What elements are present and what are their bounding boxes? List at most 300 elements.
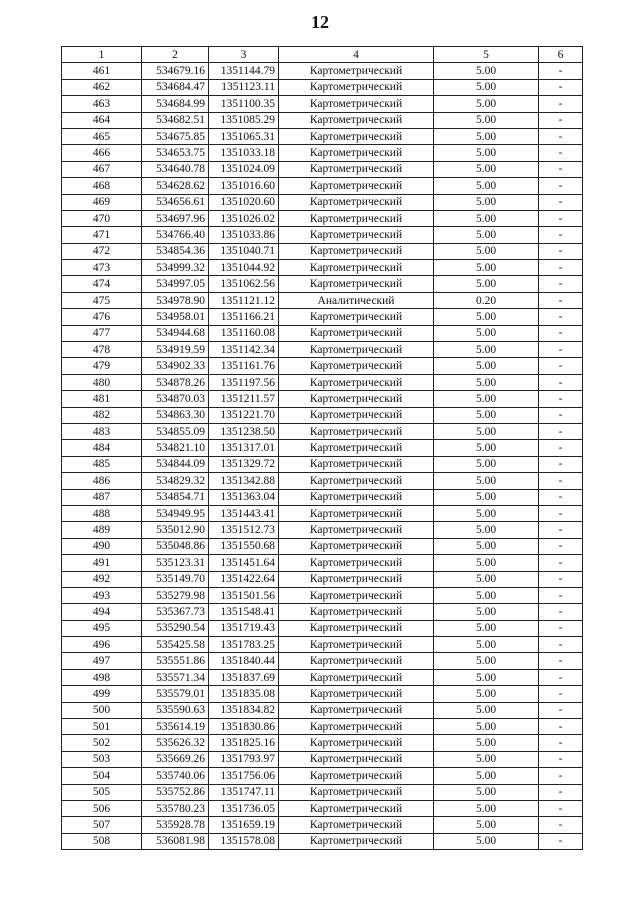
accuracy-cell: 5.00	[434, 800, 539, 816]
y-coordinate-cell: 1351123.11	[209, 79, 279, 95]
point-number-cell: 500	[62, 702, 142, 718]
accuracy-cell: 5.00	[434, 63, 539, 79]
method-cell: Картометрический	[279, 128, 434, 144]
x-coordinate-cell: 535367.73	[142, 604, 209, 620]
point-number-cell: 467	[62, 161, 142, 177]
point-number-cell: 489	[62, 522, 142, 538]
method-cell: Картометрический	[279, 817, 434, 833]
point-number-cell: 497	[62, 653, 142, 669]
note-cell: -	[539, 637, 583, 653]
y-coordinate-cell: 1351363.04	[209, 489, 279, 505]
accuracy-cell: 5.00	[434, 276, 539, 292]
point-number-cell: 495	[62, 620, 142, 636]
note-cell: -	[539, 555, 583, 571]
x-coordinate-cell: 535752.86	[142, 784, 209, 800]
accuracy-cell: 5.00	[434, 784, 539, 800]
note-cell: -	[539, 63, 583, 79]
note-cell: -	[539, 719, 583, 735]
table-row	[62, 79, 583, 95]
y-coordinate-cell: 1351793.97	[209, 751, 279, 767]
table-row	[62, 669, 583, 685]
point-number-cell: 468	[62, 178, 142, 194]
note-cell: -	[539, 210, 583, 226]
accuracy-cell: 5.00	[434, 538, 539, 554]
note-cell: -	[539, 96, 583, 112]
point-number-cell: 475	[62, 292, 142, 308]
y-coordinate-cell: 1351443.41	[209, 505, 279, 521]
method-cell: Картометрический	[279, 473, 434, 489]
y-coordinate-cell: 1351085.29	[209, 112, 279, 128]
note-cell: -	[539, 538, 583, 554]
coordinates-table	[61, 46, 583, 850]
point-number-cell: 469	[62, 194, 142, 210]
method-cell: Картометрический	[279, 227, 434, 243]
table-row	[62, 96, 583, 112]
x-coordinate-cell: 535590.63	[142, 702, 209, 718]
table-row	[62, 276, 583, 292]
point-number-cell: 505	[62, 784, 142, 800]
table-row	[62, 751, 583, 767]
x-coordinate-cell: 534944.68	[142, 325, 209, 341]
point-number-cell: 487	[62, 489, 142, 505]
y-coordinate-cell: 1351342.88	[209, 473, 279, 489]
x-coordinate-cell: 534919.59	[142, 342, 209, 358]
x-coordinate-cell: 535048.86	[142, 538, 209, 554]
note-cell: -	[539, 751, 583, 767]
point-number-cell: 499	[62, 686, 142, 702]
table-row	[62, 440, 583, 456]
method-cell: Картометрический	[279, 145, 434, 161]
method-cell: Картометрический	[279, 768, 434, 784]
method-cell: Картометрический	[279, 571, 434, 587]
table-row	[62, 538, 583, 554]
note-cell: -	[539, 489, 583, 505]
x-coordinate-cell: 535780.23	[142, 800, 209, 816]
accuracy-cell: 5.00	[434, 194, 539, 210]
table-row	[62, 407, 583, 423]
y-coordinate-cell: 1351142.34	[209, 342, 279, 358]
accuracy-cell: 5.00	[434, 325, 539, 341]
table-row	[62, 145, 583, 161]
note-cell: -	[539, 686, 583, 702]
method-cell: Картометрический	[279, 833, 434, 849]
table-row	[62, 489, 583, 505]
note-cell: -	[539, 243, 583, 259]
note-cell: -	[539, 473, 583, 489]
method-cell: Картометрический	[279, 637, 434, 653]
accuracy-cell: 5.00	[434, 440, 539, 456]
table-row	[62, 784, 583, 800]
accuracy-cell: 5.00	[434, 702, 539, 718]
note-cell: -	[539, 571, 583, 587]
accuracy-cell: 5.00	[434, 620, 539, 636]
x-coordinate-cell: 534766.40	[142, 227, 209, 243]
point-number-cell: 484	[62, 440, 142, 456]
point-number-cell: 507	[62, 817, 142, 833]
method-cell: Картометрический	[279, 686, 434, 702]
note-cell: -	[539, 456, 583, 472]
column-header: 2	[142, 47, 209, 63]
method-cell: Картометрический	[279, 456, 434, 472]
method-cell: Картометрический	[279, 342, 434, 358]
note-cell: -	[539, 292, 583, 308]
method-cell: Картометрический	[279, 391, 434, 407]
point-number-cell: 462	[62, 79, 142, 95]
table-row	[62, 374, 583, 390]
x-coordinate-cell: 535551.86	[142, 653, 209, 669]
y-coordinate-cell: 1351834.82	[209, 702, 279, 718]
x-coordinate-cell: 534997.05	[142, 276, 209, 292]
method-cell: Картометрический	[279, 440, 434, 456]
method-cell: Картометрический	[279, 489, 434, 505]
table-row	[62, 325, 583, 341]
x-coordinate-cell: 534949.95	[142, 505, 209, 521]
accuracy-cell: 5.00	[434, 637, 539, 653]
x-coordinate-cell: 534684.47	[142, 79, 209, 95]
x-coordinate-cell: 534653.75	[142, 145, 209, 161]
x-coordinate-cell: 534697.96	[142, 210, 209, 226]
accuracy-cell: 5.00	[434, 686, 539, 702]
table-row	[62, 686, 583, 702]
x-coordinate-cell: 534844.09	[142, 456, 209, 472]
y-coordinate-cell: 1351840.44	[209, 653, 279, 669]
x-coordinate-cell: 535012.90	[142, 522, 209, 538]
y-coordinate-cell: 1351719.43	[209, 620, 279, 636]
accuracy-cell: 5.00	[434, 571, 539, 587]
y-coordinate-cell: 1351825.16	[209, 735, 279, 751]
y-coordinate-cell: 1351747.11	[209, 784, 279, 800]
y-coordinate-cell: 1351329.72	[209, 456, 279, 472]
method-cell: Картометрический	[279, 702, 434, 718]
table-row	[62, 456, 583, 472]
table-row	[62, 604, 583, 620]
column-header: 3	[209, 47, 279, 63]
method-cell: Картометрический	[279, 751, 434, 767]
x-coordinate-cell: 535579.01	[142, 686, 209, 702]
y-coordinate-cell: 1351211.57	[209, 391, 279, 407]
y-coordinate-cell: 1351020.60	[209, 194, 279, 210]
point-number-cell: 476	[62, 309, 142, 325]
note-cell: -	[539, 587, 583, 603]
table-row	[62, 833, 583, 849]
x-coordinate-cell: 534854.71	[142, 489, 209, 505]
table-row	[62, 210, 583, 226]
table-row	[62, 719, 583, 735]
note-cell: -	[539, 227, 583, 243]
point-number-cell: 477	[62, 325, 142, 341]
table-row	[62, 292, 583, 308]
accuracy-cell: 5.00	[434, 555, 539, 571]
method-cell: Картометрический	[279, 555, 434, 571]
method-cell: Картометрический	[279, 194, 434, 210]
note-cell: -	[539, 276, 583, 292]
table-row	[62, 309, 583, 325]
x-coordinate-cell: 534682.51	[142, 112, 209, 128]
y-coordinate-cell: 1351121.12	[209, 292, 279, 308]
accuracy-cell: 5.00	[434, 145, 539, 161]
accuracy-cell: 5.00	[434, 342, 539, 358]
x-coordinate-cell: 534656.61	[142, 194, 209, 210]
table-row	[62, 571, 583, 587]
table-row	[62, 768, 583, 784]
accuracy-cell: 5.00	[434, 489, 539, 505]
point-number-cell: 506	[62, 800, 142, 816]
note-cell: -	[539, 833, 583, 849]
y-coordinate-cell: 1351160.08	[209, 325, 279, 341]
point-number-cell: 474	[62, 276, 142, 292]
method-cell: Картометрический	[279, 112, 434, 128]
x-coordinate-cell: 534821.10	[142, 440, 209, 456]
x-coordinate-cell: 534684.99	[142, 96, 209, 112]
note-cell: -	[539, 391, 583, 407]
accuracy-cell: 5.00	[434, 833, 539, 849]
x-coordinate-cell: 535614.19	[142, 719, 209, 735]
note-cell: -	[539, 325, 583, 341]
accuracy-cell: 5.00	[434, 669, 539, 685]
point-number-cell: 465	[62, 128, 142, 144]
accuracy-cell: 5.00	[434, 456, 539, 472]
accuracy-cell: 5.00	[434, 358, 539, 374]
y-coordinate-cell: 1351238.50	[209, 423, 279, 439]
y-coordinate-cell: 1351221.70	[209, 407, 279, 423]
y-coordinate-cell: 1351033.18	[209, 145, 279, 161]
y-coordinate-cell: 1351026.02	[209, 210, 279, 226]
accuracy-cell: 5.00	[434, 178, 539, 194]
method-cell: Аналитический	[279, 292, 434, 308]
point-number-cell: 461	[62, 63, 142, 79]
accuracy-cell: 5.00	[434, 522, 539, 538]
y-coordinate-cell: 1351548.41	[209, 604, 279, 620]
note-cell: -	[539, 161, 583, 177]
point-number-cell: 480	[62, 374, 142, 390]
y-coordinate-cell: 1351016.60	[209, 178, 279, 194]
accuracy-cell: 5.00	[434, 407, 539, 423]
note-cell: -	[539, 128, 583, 144]
y-coordinate-cell: 1351144.79	[209, 63, 279, 79]
x-coordinate-cell: 534640.78	[142, 161, 209, 177]
table-row	[62, 112, 583, 128]
point-number-cell: 466	[62, 145, 142, 161]
note-cell: -	[539, 522, 583, 538]
table-row	[62, 194, 583, 210]
table-row	[62, 260, 583, 276]
method-cell: Картометрический	[279, 604, 434, 620]
table-row	[62, 653, 583, 669]
y-coordinate-cell: 1351451.64	[209, 555, 279, 571]
page-number: 12	[311, 12, 329, 32]
x-coordinate-cell: 534902.33	[142, 358, 209, 374]
accuracy-cell: 5.00	[434, 423, 539, 439]
note-cell: -	[539, 735, 583, 751]
point-number-cell: 501	[62, 719, 142, 735]
x-coordinate-cell: 535740.06	[142, 768, 209, 784]
x-coordinate-cell: 534999.32	[142, 260, 209, 276]
method-cell: Картометрический	[279, 538, 434, 554]
method-cell: Картометрический	[279, 784, 434, 800]
x-coordinate-cell: 535425.58	[142, 637, 209, 653]
point-number-cell: 463	[62, 96, 142, 112]
x-coordinate-cell: 535290.54	[142, 620, 209, 636]
method-cell: Картометрический	[279, 522, 434, 538]
method-cell: Картометрический	[279, 587, 434, 603]
x-coordinate-cell: 535669.26	[142, 751, 209, 767]
accuracy-cell: 5.00	[434, 751, 539, 767]
table-row	[62, 227, 583, 243]
y-coordinate-cell: 1351044.92	[209, 260, 279, 276]
note-cell: -	[539, 194, 583, 210]
x-coordinate-cell: 534679.16	[142, 63, 209, 79]
point-number-cell: 493	[62, 587, 142, 603]
accuracy-cell: 5.00	[434, 260, 539, 276]
x-coordinate-cell: 534854.36	[142, 243, 209, 259]
note-cell: -	[539, 374, 583, 390]
note-cell: -	[539, 620, 583, 636]
y-coordinate-cell: 1351062.56	[209, 276, 279, 292]
note-cell: -	[539, 604, 583, 620]
accuracy-cell: 5.00	[434, 374, 539, 390]
method-cell: Картометрический	[279, 423, 434, 439]
table-row	[62, 800, 583, 816]
x-coordinate-cell: 535123.31	[142, 555, 209, 571]
y-coordinate-cell: 1351197.56	[209, 374, 279, 390]
accuracy-cell: 5.00	[434, 96, 539, 112]
accuracy-cell: 5.00	[434, 505, 539, 521]
x-coordinate-cell: 534978.90	[142, 292, 209, 308]
note-cell: -	[539, 112, 583, 128]
accuracy-cell: 5.00	[434, 391, 539, 407]
y-coordinate-cell: 1351736.05	[209, 800, 279, 816]
method-cell: Картометрический	[279, 374, 434, 390]
point-number-cell: 508	[62, 833, 142, 849]
accuracy-cell: 5.00	[434, 79, 539, 95]
y-coordinate-cell: 1351065.31	[209, 128, 279, 144]
point-number-cell: 481	[62, 391, 142, 407]
point-number-cell: 478	[62, 342, 142, 358]
point-number-cell: 503	[62, 751, 142, 767]
note-cell: -	[539, 260, 583, 276]
accuracy-cell: 5.00	[434, 161, 539, 177]
table-row	[62, 423, 583, 439]
x-coordinate-cell: 534855.09	[142, 423, 209, 439]
y-coordinate-cell: 1351578.08	[209, 833, 279, 849]
point-number-cell: 471	[62, 227, 142, 243]
note-cell: -	[539, 145, 583, 161]
y-coordinate-cell: 1351756.06	[209, 768, 279, 784]
table-row	[62, 637, 583, 653]
method-cell: Картометрический	[279, 260, 434, 276]
note-cell: -	[539, 342, 583, 358]
accuracy-cell: 5.00	[434, 210, 539, 226]
table-row	[62, 735, 583, 751]
point-number-cell: 464	[62, 112, 142, 128]
y-coordinate-cell: 1351512.73	[209, 522, 279, 538]
note-cell: -	[539, 817, 583, 833]
table-row	[62, 587, 583, 603]
note-cell: -	[539, 653, 583, 669]
x-coordinate-cell: 534628.62	[142, 178, 209, 194]
method-cell: Картометрический	[279, 407, 434, 423]
point-number-cell: 486	[62, 473, 142, 489]
y-coordinate-cell: 1351659.19	[209, 817, 279, 833]
table-header-row	[62, 47, 583, 63]
accuracy-cell: 5.00	[434, 112, 539, 128]
accuracy-cell: 5.00	[434, 227, 539, 243]
method-cell: Картометрический	[279, 719, 434, 735]
table-row	[62, 128, 583, 144]
y-coordinate-cell: 1351550.68	[209, 538, 279, 554]
accuracy-cell: 5.00	[434, 719, 539, 735]
x-coordinate-cell: 535928.78	[142, 817, 209, 833]
point-number-cell: 490	[62, 538, 142, 554]
method-cell: Картометрический	[279, 800, 434, 816]
accuracy-cell: 0.20	[434, 292, 539, 308]
table-row	[62, 522, 583, 538]
method-cell: Картометрический	[279, 96, 434, 112]
x-coordinate-cell: 534829.32	[142, 473, 209, 489]
method-cell: Картометрический	[279, 735, 434, 751]
note-cell: -	[539, 178, 583, 194]
point-number-cell: 483	[62, 423, 142, 439]
note-cell: -	[539, 800, 583, 816]
table-row	[62, 391, 583, 407]
y-coordinate-cell: 1351783.25	[209, 637, 279, 653]
method-cell: Картометрический	[279, 63, 434, 79]
method-cell: Картометрический	[279, 620, 434, 636]
point-number-cell: 472	[62, 243, 142, 259]
method-cell: Картометрический	[279, 276, 434, 292]
accuracy-cell: 5.00	[434, 604, 539, 620]
point-number-cell: 473	[62, 260, 142, 276]
method-cell: Картометрический	[279, 309, 434, 325]
x-coordinate-cell: 534675.85	[142, 128, 209, 144]
point-number-cell: 482	[62, 407, 142, 423]
method-cell: Картометрический	[279, 669, 434, 685]
table-row	[62, 817, 583, 833]
accuracy-cell: 5.00	[434, 817, 539, 833]
table-row	[62, 555, 583, 571]
accuracy-cell: 5.00	[434, 128, 539, 144]
x-coordinate-cell: 534870.03	[142, 391, 209, 407]
column-header: 6	[539, 47, 583, 63]
table-row	[62, 473, 583, 489]
note-cell: -	[539, 423, 583, 439]
point-number-cell: 470	[62, 210, 142, 226]
note-cell: -	[539, 358, 583, 374]
y-coordinate-cell: 1351033.86	[209, 227, 279, 243]
point-number-cell: 488	[62, 505, 142, 521]
point-number-cell: 496	[62, 637, 142, 653]
y-coordinate-cell: 1351100.35	[209, 96, 279, 112]
note-cell: -	[539, 79, 583, 95]
column-header: 1	[62, 47, 142, 63]
y-coordinate-cell: 1351422.64	[209, 571, 279, 587]
accuracy-cell: 5.00	[434, 243, 539, 259]
accuracy-cell: 5.00	[434, 309, 539, 325]
point-number-cell: 498	[62, 669, 142, 685]
y-coordinate-cell: 1351040.71	[209, 243, 279, 259]
point-number-cell: 494	[62, 604, 142, 620]
method-cell: Картометрический	[279, 178, 434, 194]
table-row	[62, 63, 583, 79]
y-coordinate-cell: 1351837.69	[209, 669, 279, 685]
method-cell: Картометрический	[279, 358, 434, 374]
y-coordinate-cell: 1351835.08	[209, 686, 279, 702]
table-row	[62, 161, 583, 177]
method-cell: Картометрический	[279, 79, 434, 95]
y-coordinate-cell: 1351317.01	[209, 440, 279, 456]
x-coordinate-cell: 534878.26	[142, 374, 209, 390]
accuracy-cell: 5.00	[434, 735, 539, 751]
